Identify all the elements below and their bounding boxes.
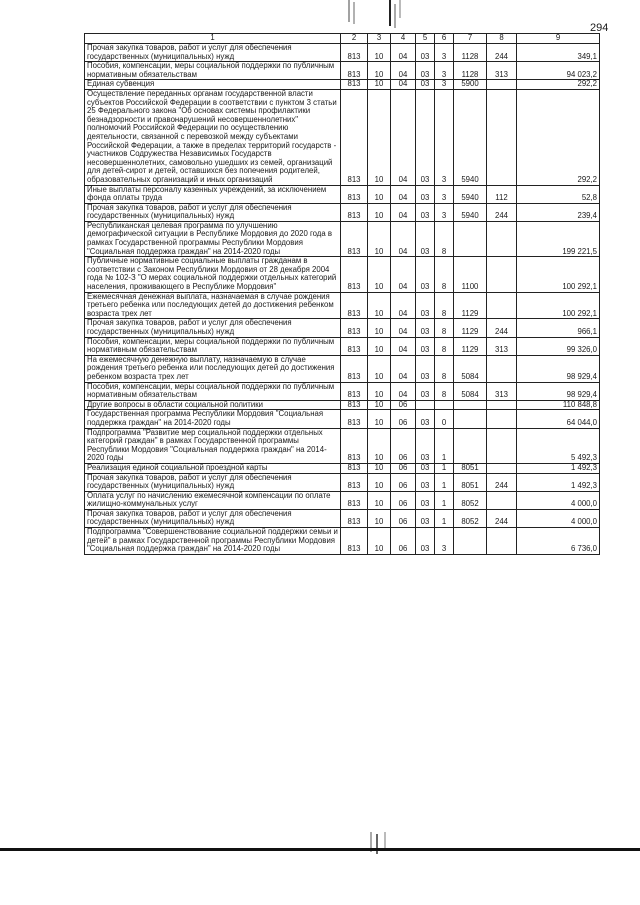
row-code-col4: 04 [391,355,416,382]
row-code-col7: 1100 [454,257,487,292]
row-code-col4: 04 [391,292,416,319]
row-code-col4: 06 [391,400,416,410]
row-name: Прочая закупка товаров, работ и услуг для обеспечения государственных (муниципальных) нужд [85,319,341,337]
row-code-col5: 03 [416,463,435,473]
row-code-col8 [487,400,517,410]
row-code-col2: 813 [341,257,368,292]
row-code-col5: 03 [416,319,435,337]
row-name: Другие вопросы в области социальной политики [85,400,341,410]
row-code-col5: 03 [416,44,435,62]
row-code-col3: 10 [368,355,391,382]
table-row [85,491,600,509]
row-code-col3: 10 [368,528,391,555]
row-code-col7: 8051 [454,473,487,491]
row-code-col6: 8 [435,382,454,400]
row-name: Единая субвенция [85,80,341,90]
row-code-col5: 03 [416,473,435,491]
row-code-col2: 813 [341,463,368,473]
row-code-col7: 1128 [454,44,487,62]
row-name: Подпрограмма "Совершенствование социальной поддержки семьи и детей" в рамках Государственной программы Республики Мордовия "Социальная поддержка граждан" на 2014-2020 годы [85,528,341,555]
row-code-col8 [487,428,517,463]
row-code-col7 [454,528,487,555]
row-code-col7 [454,400,487,410]
row-code-col2: 813 [341,410,368,428]
row-code-col8: 112 [487,185,517,203]
row-code-col3: 10 [368,292,391,319]
row-code-col5: 03 [416,257,435,292]
row-code-col6: 3 [435,44,454,62]
row-code-col8 [487,89,517,185]
row-code-col6: 8 [435,257,454,292]
row-code-col6: 3 [435,528,454,555]
row-code-col4: 06 [391,463,416,473]
row-code-col7: 8052 [454,491,487,509]
row-code-col7: 5900 [454,80,487,90]
table-row [85,428,600,463]
row-sum: 4 000,0 [517,491,600,509]
row-sum: 94 023,2 [517,62,600,80]
row-code-col2: 813 [341,185,368,203]
row-code-col2: 813 [341,355,368,382]
column-header: 6 [435,34,454,44]
row-code-col8 [487,221,517,256]
row-name: Публичные нормативные социальные выплаты гражданам в соответствии с Законом Республики Мордовия от 28 декабря 2004 года № 102-З "О мерах социальной поддержки отдельных категорий населения, проживающего в Республике Мордовия" [85,257,341,292]
row-code-col2: 813 [341,400,368,410]
row-code-col2: 813 [341,319,368,337]
row-name: Иные выплаты персоналу казенных учреждений, за исключением фонда оплаты труда [85,185,341,203]
row-code-col6: 1 [435,463,454,473]
row-code-col4: 06 [391,473,416,491]
row-code-col6: 3 [435,89,454,185]
row-code-col4: 04 [391,319,416,337]
row-code-col3: 10 [368,62,391,80]
row-code-col4: 06 [391,528,416,555]
row-code-col2: 813 [341,428,368,463]
row-code-col5: 03 [416,491,435,509]
table-row [85,44,600,62]
row-code-col7 [454,410,487,428]
row-code-col8: 244 [487,44,517,62]
row-code-col8: 244 [487,473,517,491]
row-sum: 100 292,1 [517,292,600,319]
row-code-col3: 10 [368,428,391,463]
column-header: 7 [454,34,487,44]
table-row [85,89,600,185]
table-row [85,257,600,292]
row-code-col6: 1 [435,509,454,527]
row-code-col4: 04 [391,257,416,292]
row-code-col8: 244 [487,319,517,337]
table-body [85,34,600,555]
row-code-col3: 10 [368,185,391,203]
row-code-col6: 3 [435,80,454,90]
column-header: 2 [341,34,368,44]
row-code-col8 [487,463,517,473]
row-code-col6: 0 [435,410,454,428]
row-code-col8: 313 [487,337,517,355]
row-code-col7: 5940 [454,89,487,185]
row-code-col7: 8052 [454,509,487,527]
row-name: Прочая закупка товаров, работ и услуг для обеспечения государственных (муниципальных) нужд [85,44,341,62]
row-code-col3: 10 [368,319,391,337]
table-row [85,185,600,203]
row-name: Осуществление переданных органам государственной власти субъектов Российской Федерации в соответствии с пунктом 3 статьи 25 Федерального закона "Об основах системы профилактики безнадзорности и правонарушений несовершеннолетних" полномочий Российской Федерации по осуществлению деятельности, связанной с перевозкой между субъектами Российской Федерации, а также в пределах территорий государств - участников Содружества Независимых Государств несовершеннолетних, самовольно ушедших из семей, организаций для детей-сирот и детей, оставшихся без попечения родителей, образовательных организаций и иных организаций [85,89,341,185]
row-code-col2: 813 [341,221,368,256]
row-sum: 239,4 [517,203,600,221]
binding-mark-top [345,0,405,30]
row-code-col7: 1129 [454,292,487,319]
row-code-col4: 06 [391,509,416,527]
row-code-col4: 04 [391,80,416,90]
row-code-col8 [487,292,517,319]
row-code-col3: 10 [368,257,391,292]
row-code-col8 [487,355,517,382]
row-code-col2: 813 [341,292,368,319]
row-code-col2: 813 [341,473,368,491]
row-sum: 1 492,3 [517,473,600,491]
row-code-col4: 06 [391,410,416,428]
row-code-col8: 313 [487,62,517,80]
table-row [85,355,600,382]
row-name: Прочая закупка товаров, работ и услуг для обеспечения государственных (муниципальных) нужд [85,473,341,491]
row-code-col3: 10 [368,400,391,410]
row-code-col3: 10 [368,203,391,221]
row-sum: 199 221,5 [517,221,600,256]
row-code-col3: 10 [368,44,391,62]
column-header: 4 [391,34,416,44]
row-code-col7: 5084 [454,355,487,382]
row-code-col6: 8 [435,337,454,355]
row-code-col6: 3 [435,62,454,80]
row-code-col4: 06 [391,428,416,463]
table-row [85,463,600,473]
row-code-col6: 1 [435,428,454,463]
row-code-col8: 313 [487,382,517,400]
row-code-col4: 04 [391,221,416,256]
row-code-col6: 8 [435,221,454,256]
row-name: На ежемесячную денежную выплату, назначаемую в случае рождения третьего ребенка или последующих детей до достижения ребенком возраста трех лет [85,355,341,382]
row-code-col7: 5940 [454,203,487,221]
row-code-col3: 10 [368,89,391,185]
row-code-col3: 10 [368,491,391,509]
row-code-col5: 03 [416,337,435,355]
row-name: Пособия, компенсации, меры социальной поддержки по публичным нормативным обязательствам [85,62,341,80]
row-code-col2: 813 [341,491,368,509]
table-row [85,473,600,491]
row-sum: 349,1 [517,44,600,62]
row-code-col4: 04 [391,89,416,185]
row-code-col8 [487,80,517,90]
row-sum: 110 848,8 [517,400,600,410]
row-sum: 98 929,4 [517,382,600,400]
table-row [85,62,600,80]
row-code-col6: 3 [435,185,454,203]
row-code-col6: 1 [435,473,454,491]
row-name: Пособия, компенсации, меры социальной поддержки по публичным нормативным обязательствам [85,382,341,400]
row-name: Государственная программа Республики Мордовия "Социальная поддержка граждан" на 2014-2020 годы [85,410,341,428]
row-code-col3: 10 [368,473,391,491]
row-code-col4: 04 [391,44,416,62]
row-code-col6: 3 [435,203,454,221]
column-header-row [85,34,600,44]
row-sum: 64 044,0 [517,410,600,428]
row-code-col5: 03 [416,89,435,185]
row-code-col6: 1 [435,491,454,509]
table-row [85,203,600,221]
table-row [85,528,600,555]
row-code-col3: 10 [368,463,391,473]
row-code-col7: 5084 [454,382,487,400]
row-code-col4: 04 [391,62,416,80]
row-code-col8: 244 [487,203,517,221]
row-code-col6: 8 [435,319,454,337]
row-sum: 5 492,3 [517,428,600,463]
column-header: 3 [368,34,391,44]
row-code-col5: 03 [416,292,435,319]
row-code-col7: 1129 [454,319,487,337]
row-code-col7 [454,428,487,463]
row-sum: 6 736,0 [517,528,600,555]
row-name: Ежемесячная денежная выплата, назначаемая в случае рождения третьего ребенка или последующих детей до достижения ребенком возраста трех лет [85,292,341,319]
table-row [85,292,600,319]
row-code-col3: 10 [368,221,391,256]
table-row [85,337,600,355]
row-code-col6: 8 [435,355,454,382]
row-code-col3: 10 [368,410,391,428]
row-code-col5 [416,400,435,410]
row-sum: 292,2 [517,80,600,90]
row-name: Оплата услуг по начислению ежемесячной компенсации по оплате жилищно-коммунальных услуг [85,491,341,509]
row-code-col4: 04 [391,203,416,221]
row-code-col4: 04 [391,382,416,400]
row-code-col7: 5940 [454,185,487,203]
row-name: Республиканская целевая программа по улучшению демографической ситуации в Республике Мордовия до 2020 года в рамках Государственной программы Республики Мордовия "Социальная поддержка граждан" на 2014-2020 годы [85,221,341,256]
column-header: 1 [85,34,341,44]
row-code-col5: 03 [416,62,435,80]
budget-table [84,33,600,555]
row-code-col5: 03 [416,528,435,555]
row-code-col7: 1128 [454,62,487,80]
row-code-col8 [487,410,517,428]
row-sum: 292,2 [517,89,600,185]
row-code-col5: 03 [416,410,435,428]
page-number: 294 [590,22,609,34]
row-code-col5: 03 [416,80,435,90]
row-code-col6: 8 [435,292,454,319]
row-code-col2: 813 [341,203,368,221]
table-row [85,382,600,400]
row-code-col2: 813 [341,337,368,355]
row-code-col3: 10 [368,509,391,527]
table-row [85,509,600,527]
row-code-col4: 04 [391,185,416,203]
row-name: Прочая закупка товаров, работ и услуг для обеспечения государственных (муниципальных) нужд [85,203,341,221]
row-code-col2: 813 [341,382,368,400]
bottom-rule [0,848,640,851]
row-code-col3: 10 [368,337,391,355]
row-name: Пособия, компенсации, меры социальной поддержки по публичным нормативным обязательствам [85,337,341,355]
row-sum: 98 929,4 [517,355,600,382]
row-code-col2: 813 [341,528,368,555]
table-row [85,221,600,256]
row-code-col5: 03 [416,203,435,221]
row-code-col2: 813 [341,44,368,62]
row-code-col2: 813 [341,509,368,527]
row-code-col7: 1129 [454,337,487,355]
row-sum: 1 492,3 [517,463,600,473]
row-code-col8: 244 [487,509,517,527]
row-sum: 99 326,0 [517,337,600,355]
row-sum: 966,1 [517,319,600,337]
row-code-col5: 03 [416,221,435,256]
row-code-col4: 06 [391,491,416,509]
table-row [85,319,600,337]
row-code-col7: 8051 [454,463,487,473]
column-header: 5 [416,34,435,44]
row-code-col2: 813 [341,89,368,185]
row-code-col3: 10 [368,80,391,90]
row-code-col4: 04 [391,337,416,355]
column-header: 9 [517,34,600,44]
row-code-col8 [487,528,517,555]
row-code-col5: 03 [416,382,435,400]
row-name: Прочая закупка товаров, работ и услуг для обеспечения государственных (муниципальных) нужд [85,509,341,527]
row-sum: 100 292,1 [517,257,600,292]
row-name: Подпрограмма "Развитие мер социальной поддержки отдельных категорий граждан" в рамках Государственной программы Республики Мордовия "Социальная поддержка граждан" на 2014-2020 годы [85,428,341,463]
row-code-col5: 03 [416,428,435,463]
row-code-col2: 813 [341,80,368,90]
column-header: 8 [487,34,517,44]
row-code-col7 [454,221,487,256]
row-code-col5: 03 [416,185,435,203]
row-code-col3: 10 [368,382,391,400]
table-row [85,410,600,428]
row-code-col8 [487,257,517,292]
row-code-col5: 03 [416,509,435,527]
row-code-col6 [435,400,454,410]
row-sum: 4 000,0 [517,509,600,527]
row-sum: 52,8 [517,185,600,203]
row-code-col5: 03 [416,355,435,382]
row-name: Реализация единой социальной проездной карты [85,463,341,473]
row-code-col8 [487,491,517,509]
row-code-col2: 813 [341,62,368,80]
